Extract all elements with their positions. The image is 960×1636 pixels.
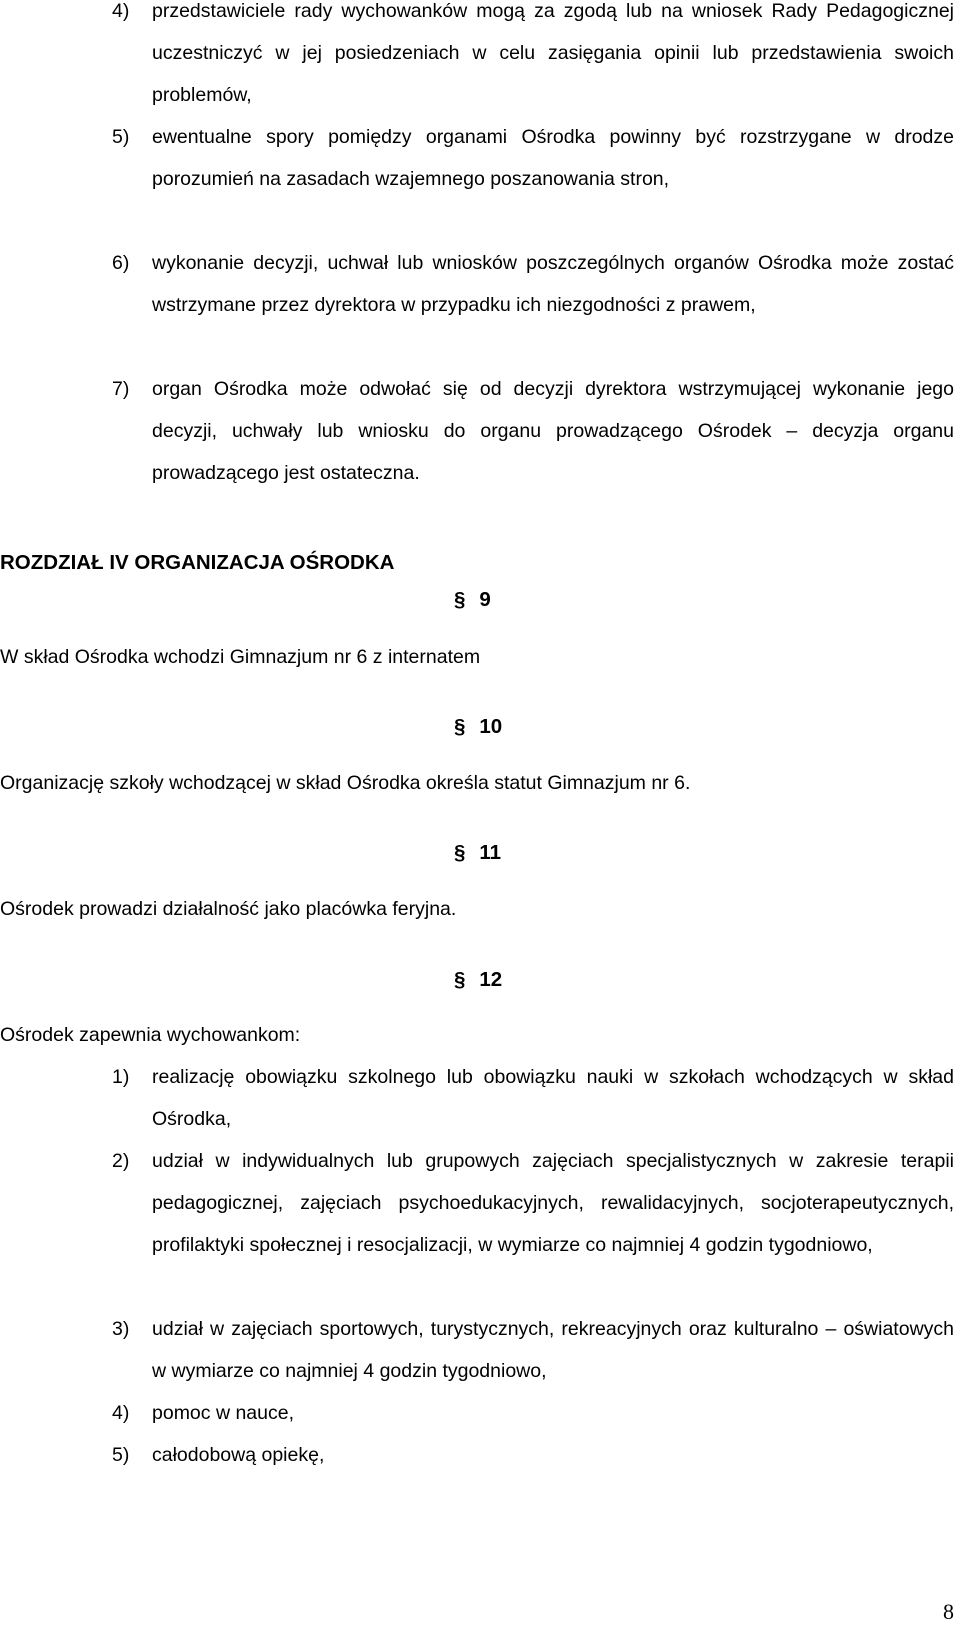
section-marker bbox=[454, 712, 502, 742]
list-item-text: przedstawiciele rady wychowanków mogą za zgodą lub na wniosek Rady Pedagogicznej uczestniczyć w jej posiedzeniach w celu zasięgania opinii lub przedstawienia swoich problemów, bbox=[152, 0, 954, 106]
section-marker bbox=[454, 838, 501, 868]
list-item-text: udział w indywidualnych lub grupowych zajęciach specjalistycznych w zakresie terapii pedagogicznej, zajęciach psychoedukacyjnych, rewalidacyjnych, socjoterapeutycznych, profilaktyki społecznej i resocjalizacji, w wymiarze co najmniej 4 godzin tygodniowo, bbox=[152, 1150, 954, 1256]
list-item-number: 2) bbox=[112, 1150, 130, 1172]
chapter-heading: ROZDZIAŁ IV ORGANIZACJA OŚRODKA bbox=[0, 551, 395, 574]
section-number: 10 bbox=[479, 715, 503, 738]
list-item-text: organ Ośrodka może odwołać się od decyzji dyrektora wstrzymującej wykonanie jego decyzji, uchwały lub wniosku do organu prowadzącego Ośrodek – decyzja organu prowadzącego jest ostateczna. bbox=[152, 378, 954, 484]
list-item-number: 5) bbox=[112, 126, 130, 148]
list-item-text: wykonanie decyzji, uchwał lub wniosków poszczególnych organów Ośrodka może zostać wstrzymane przez dyrektora w przypadku ich niezgodności z prawem, bbox=[152, 252, 954, 316]
list-item-number: 4) bbox=[112, 1402, 130, 1424]
list-item bbox=[112, 1392, 954, 1434]
list-item-text: ewentualne spory pomiędzy organami Ośrodka powinny być rozstrzygane w drodze porozumień na zasadach wzajemnego poszanowania stron, bbox=[152, 126, 954, 190]
list-item bbox=[112, 116, 954, 200]
list-item-number: 5) bbox=[112, 1444, 130, 1466]
list-item-text: pomoc w nauce, bbox=[152, 1402, 294, 1424]
list-item bbox=[112, 1140, 954, 1266]
section-symbol: § bbox=[454, 968, 466, 991]
section-paragraph: W skład Ośrodka wchodzi Gimnazjum nr 6 z internatem bbox=[0, 646, 481, 668]
list-item-number: 4) bbox=[112, 0, 130, 22]
section-symbol: § bbox=[454, 841, 466, 864]
list-item-text: całodobową opiekę, bbox=[152, 1444, 325, 1466]
section-number: 11 bbox=[479, 841, 502, 864]
list-item bbox=[112, 368, 954, 494]
list-item bbox=[112, 1056, 954, 1140]
list-item-number: 3) bbox=[112, 1318, 130, 1340]
section-number: 9 bbox=[479, 588, 491, 611]
list-item-number: 1) bbox=[112, 1066, 130, 1088]
section-paragraph: Organizację szkoły wchodzącej w skład Ośrodka określa statut Gimnazjum nr 6. bbox=[0, 772, 691, 794]
list-item bbox=[112, 1308, 954, 1392]
section-marker bbox=[454, 965, 502, 995]
section-symbol: § bbox=[454, 715, 466, 738]
section-paragraph: Ośrodek zapewnia wychowankom: bbox=[0, 1024, 301, 1046]
section-symbol: § bbox=[454, 588, 466, 611]
list-item-text: realizację obowiązku szkolnego lub obowiązku nauki w szkołach wchodzących w skład Ośrodka, bbox=[152, 1066, 954, 1130]
list-item bbox=[112, 0, 954, 116]
list-item-number: 7) bbox=[112, 378, 130, 400]
list-item bbox=[112, 242, 954, 326]
list-item-text: udział w zajęciach sportowych, turystycznych, rekreacyjnych oraz kulturalno – oświatowych w wymiarze co najmniej 4 godzin tygodniowo, bbox=[152, 1318, 954, 1382]
list-item bbox=[112, 1434, 954, 1476]
section-paragraph: Ośrodek prowadzi działalność jako placówka feryjna. bbox=[0, 898, 457, 920]
section-number: 12 bbox=[479, 968, 503, 991]
page-number: 8 bbox=[943, 1599, 954, 1624]
section-marker bbox=[454, 585, 491, 615]
list-item-number: 6) bbox=[112, 252, 130, 274]
